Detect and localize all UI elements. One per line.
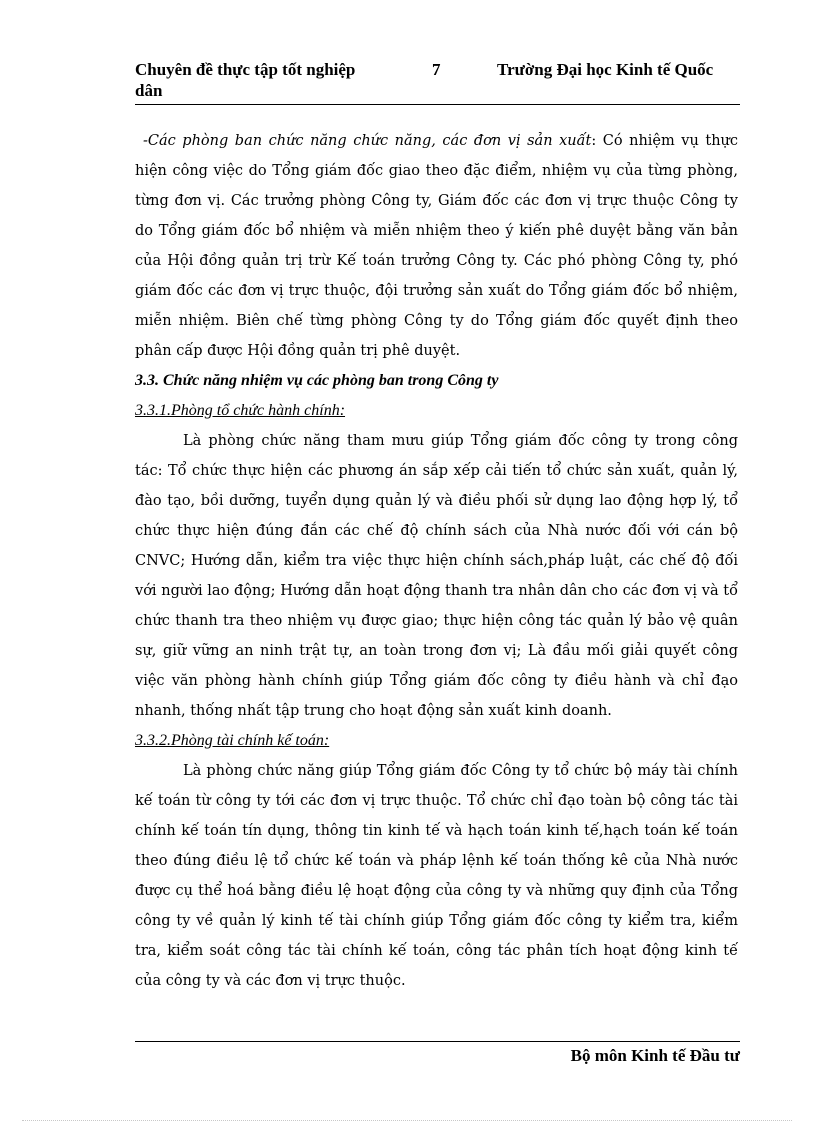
page-bottom-edge	[22, 1120, 792, 1121]
page-header	[135, 58, 740, 105]
paragraph-admin-department: Là phòng chức năng tham mưu giúp Tổng giám đốc công ty trong công tác: Tổ chức thực hiện các phương án sắp xếp cải tiến tổ chức sản xuất, quản lý, đào tạo, bồi dưỡng, tuyển dụng quản lý và điều phối sử dụng lao động hợp lý, tổ chức thực hiện đúng đắn các chế độ chính sách của Nhà nước đối với cán bộ CNVC; Hướng dẫn, kiểm tra việc thực hiện chính sách,pháp luật, các chế độ đối với người lao động; Hướng dẫn hoạt động thanh tra nhân dân cho các đơn vị và tổ chức thanh tra theo nhiệm vụ được giao; thực hiện công tác quản lý bảo vệ quân sự, giữ vững an ninh trật tự, an toàn trong đơn vị; Là đầu mối giải quyết công việc văn phòng hành chính giúp Tổng giám đốc công ty điều hành và chỉ đạo nhanh, thống nhất tập trung cho hoạt động sản xuất kinh doanh.	[135, 433, 738, 719]
paragraph-finance-department: Là phòng chức năng giúp Tổng giám đốc Công ty tổ chức bộ máy tài chính kế toán từ công ty tới các đơn vị trực thuộc. Tổ chức chỉ đạo toàn bộ công tác tài chính kế toán tín dụng, thông tin kinh tế và hạch toán kinh tế,hạch toán kế toán theo đúng điều lệ tổ chức kế toán và pháp lệnh kế toán thống kê của Nhà nước được cụ thể hoá bằng điều lệ hoạt động của công ty và những quy định của Tổng công ty về quản lý kinh tế tài chính giúp Tổng giám đốc công ty kiểm tra, kiểm tra, kiểm soát công tác tài chính kế toán, công tác phân tích hoạt động kinh tế của công ty và các đơn vị trực thuộc.	[135, 763, 738, 989]
footer-department: Bộ môn Kinh tế Đầu tư	[570, 1046, 740, 1065]
header-university: Trường Đại học Kinh tế Quốc	[497, 60, 714, 79]
header-university-wrap: dân	[135, 81, 163, 100]
section-heading: 3.3. Chức năng nhiệm vụ các phòng ban trong Công ty	[135, 372, 499, 389]
document-body	[135, 126, 738, 996]
page-footer	[135, 1041, 740, 1066]
paragraph-lead-italic: -Các phòng ban chức năng chức năng, các đơn vị sản xuất	[143, 133, 592, 149]
subsection-heading-admin: 3.3.1.Phòng tổ chức hành chính:	[135, 402, 346, 419]
paragraph-body-text: : Có nhiệm vụ thực hiện công việc do Tổng giám đốc giao theo đặc điểm, nhiệm vụ của từng phòng, từng đơn vị. Các trưởng phòng Công ty, Giám đốc các đơn vị trực thuộc Công ty do Tổng giám đốc bổ nhiệm và miễn nhiệm theo ý kiến phê duyệt bằng văn bản của Hội đồng quản trị trừ Kế toán trưởng Công ty. Các phó phòng Công ty, phó giám đốc các đơn vị trực thuộc, đội trưởng sản xuất do Tổng giám đốc bổ nhiệm, miễn nhiệm. Biên chế từng phòng Công ty do Tổng giám đốc quyết định theo phân cấp được Hội đồng quản trị phê duyệt.	[135, 133, 738, 359]
paragraph-functional-departments	[135, 126, 738, 366]
subsection-heading-finance: 3.3.2.Phòng tài chính kế toán:	[135, 732, 330, 749]
page-number: 7	[432, 60, 441, 79]
header-report-title: Chuyên đề thực tập tốt nghiệp	[135, 60, 356, 79]
